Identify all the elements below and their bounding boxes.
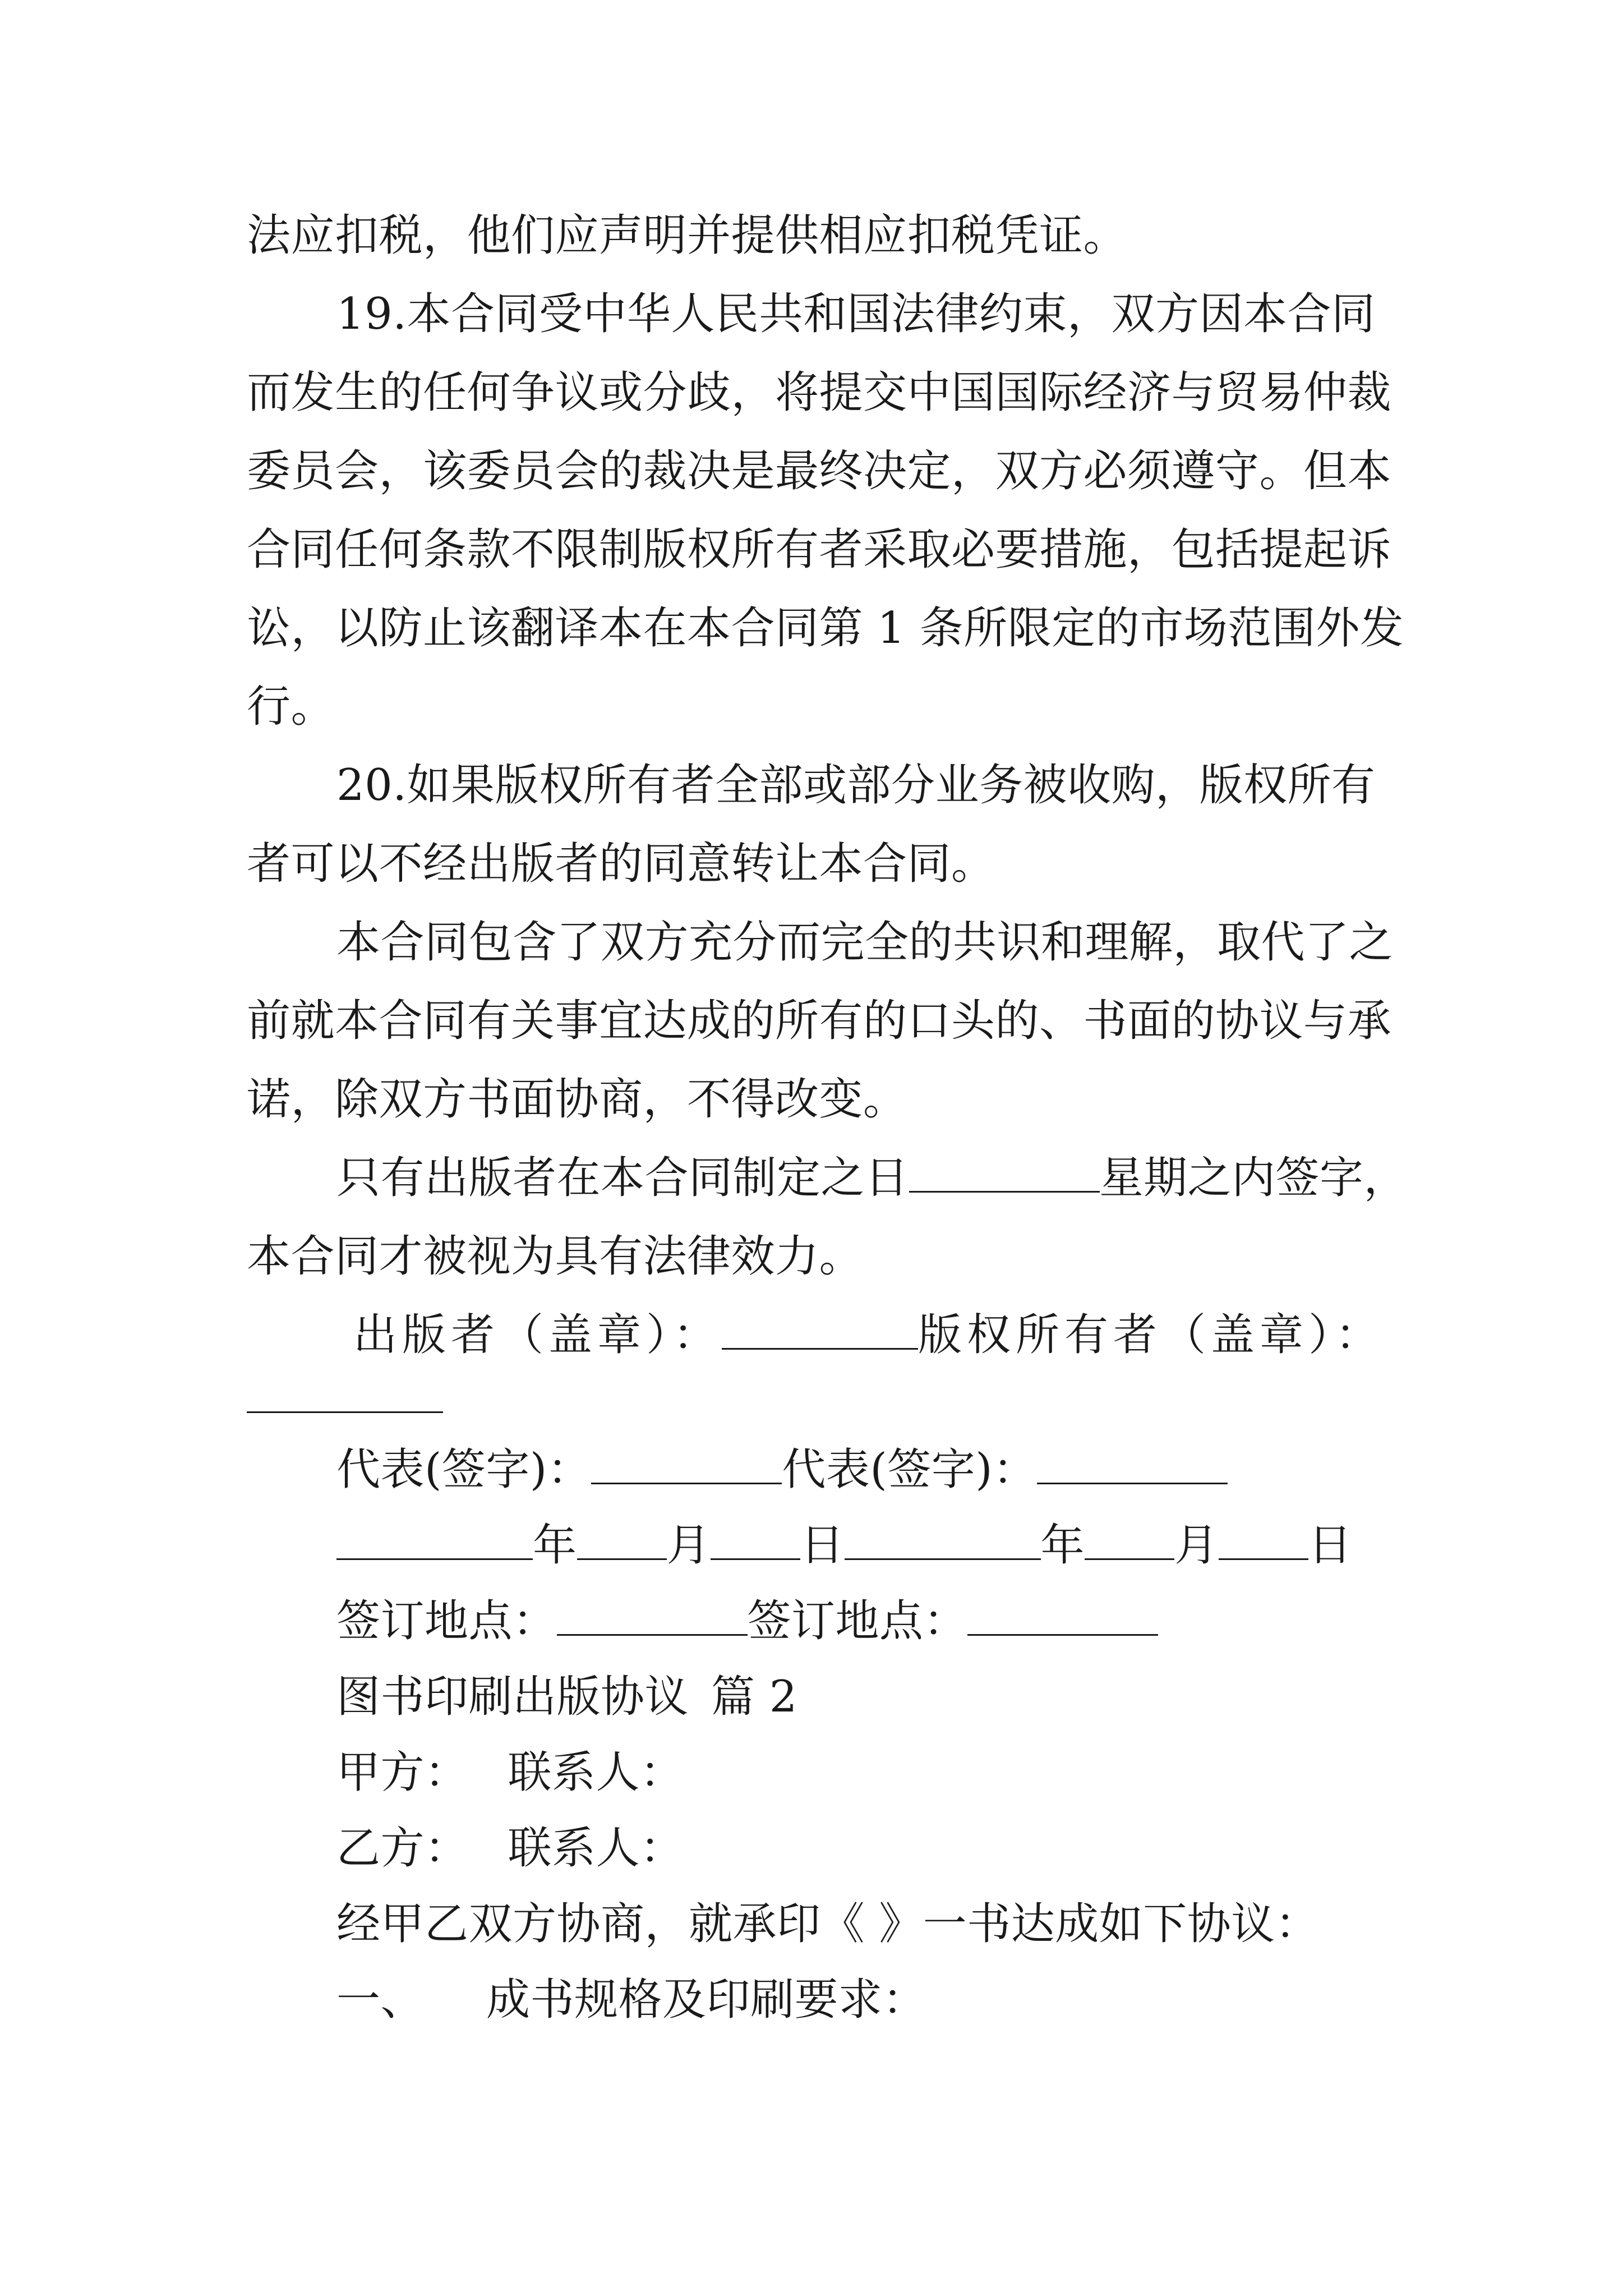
day-label: 日: [1308, 1520, 1353, 1571]
owner-rep-blank: [1037, 1448, 1228, 1484]
seal-line: [353, 1307, 1384, 1363]
paragraph-line: 而发生的任何争议或分歧，将提交中国国际经济与贸易仲裁: [247, 367, 1392, 418]
date-line: [336, 1517, 1352, 1573]
party-a-contact-label: 联系人：: [508, 1747, 684, 1798]
paragraph-line: 前就本合同有关事宜达成的所有的口头的、书面的协议与承: [247, 996, 1392, 1046]
paragraph-line: 法应扣税，他们应声明并提供相应扣税凭证。: [247, 210, 1128, 261]
paragraph-line: 讼，以防止该翻译本在本合同第 1 条所限定的市场范围外发: [247, 603, 1404, 654]
month-label: 月: [1174, 1520, 1219, 1571]
owner-rep-label: 代表(签字)：: [782, 1444, 1037, 1495]
paragraph-line: 行。: [247, 682, 335, 732]
year-label: 年: [1040, 1520, 1085, 1571]
item-1-text: 成书规格及印刷要求：: [486, 1975, 927, 2025]
month-blank: [1085, 1524, 1174, 1560]
publisher-rep-label: 代表(签字)：: [336, 1444, 592, 1495]
publisher-rep-blank: [591, 1448, 782, 1484]
item-1-number: 一、: [336, 1975, 425, 2025]
representative-line: [336, 1442, 1228, 1498]
publisher-seal-blank: [722, 1313, 918, 1350]
owner-seal-label: 版权所有者（盖章）：: [918, 1310, 1385, 1360]
place-line: [336, 1593, 1158, 1649]
day-label: 日: [800, 1520, 845, 1571]
paragraph-line: 本合同包含了双方充分而完全的共识和理解，取代了之: [336, 917, 1394, 968]
owner-place-blank: [967, 1599, 1158, 1636]
weeks-blank: [909, 1156, 1100, 1193]
clause-20-line: 20.如果版权所有者全部或部分业务被收购，版权所有: [336, 760, 1376, 811]
agreement-intro: 经甲乙双方协商，就承印《 》一书达成如下协议：: [336, 1899, 1320, 1949]
section-2-title: [336, 1669, 797, 1725]
owner-seal-blank: [247, 1411, 443, 1413]
party-b-contact-label: 联系人：: [508, 1823, 684, 1874]
section-title-suffix: 篇 2: [711, 1672, 797, 1722]
paragraph-line: 者可以不经出版者的同意转让本合同。: [247, 839, 995, 889]
party-a-line: [336, 1745, 684, 1801]
clause-19-line: 19.本合同受中华人民共和国法律约束，双方因本合同: [336, 289, 1376, 339]
party-a-label: 甲方：: [336, 1747, 469, 1798]
paragraph-line: 合同任何条款不限制版权所有者采取必要措施，包括提起诉: [247, 524, 1392, 575]
paragraph-line: 诺，除双方书面协商，不得改变。: [247, 1074, 907, 1125]
day-blank: [1219, 1524, 1308, 1560]
year-label: 年: [533, 1520, 577, 1571]
party-b-label: 乙方：: [336, 1823, 469, 1874]
owner-place-label: 签订地点：: [747, 1596, 968, 1646]
month-label: 月: [666, 1520, 711, 1571]
paragraph-line: 委员会，该委员会的裁决是最终决定，双方必须遵守。但本: [247, 446, 1392, 496]
item-1-heading: [336, 1972, 926, 2028]
year-blank: [336, 1524, 533, 1560]
validity-text-a: 只有出版者在本合同制定之日: [336, 1153, 909, 1203]
publisher-seal-label: 出版者（盖章）：: [353, 1310, 722, 1360]
publisher-place-label: 签订地点：: [336, 1596, 557, 1646]
validity-line: [336, 1150, 1408, 1206]
party-b-line: [336, 1820, 684, 1876]
publisher-place-blank: [557, 1599, 748, 1636]
section-title-text: 图书印刷出版协议: [336, 1672, 689, 1722]
validity-text-b: 星期之内签字，: [1099, 1153, 1408, 1203]
paragraph-line: 本合同才被视为具有法律效力。: [247, 1231, 864, 1282]
month-blank: [577, 1524, 667, 1560]
year-blank: [845, 1524, 1041, 1560]
day-blank: [711, 1524, 800, 1560]
